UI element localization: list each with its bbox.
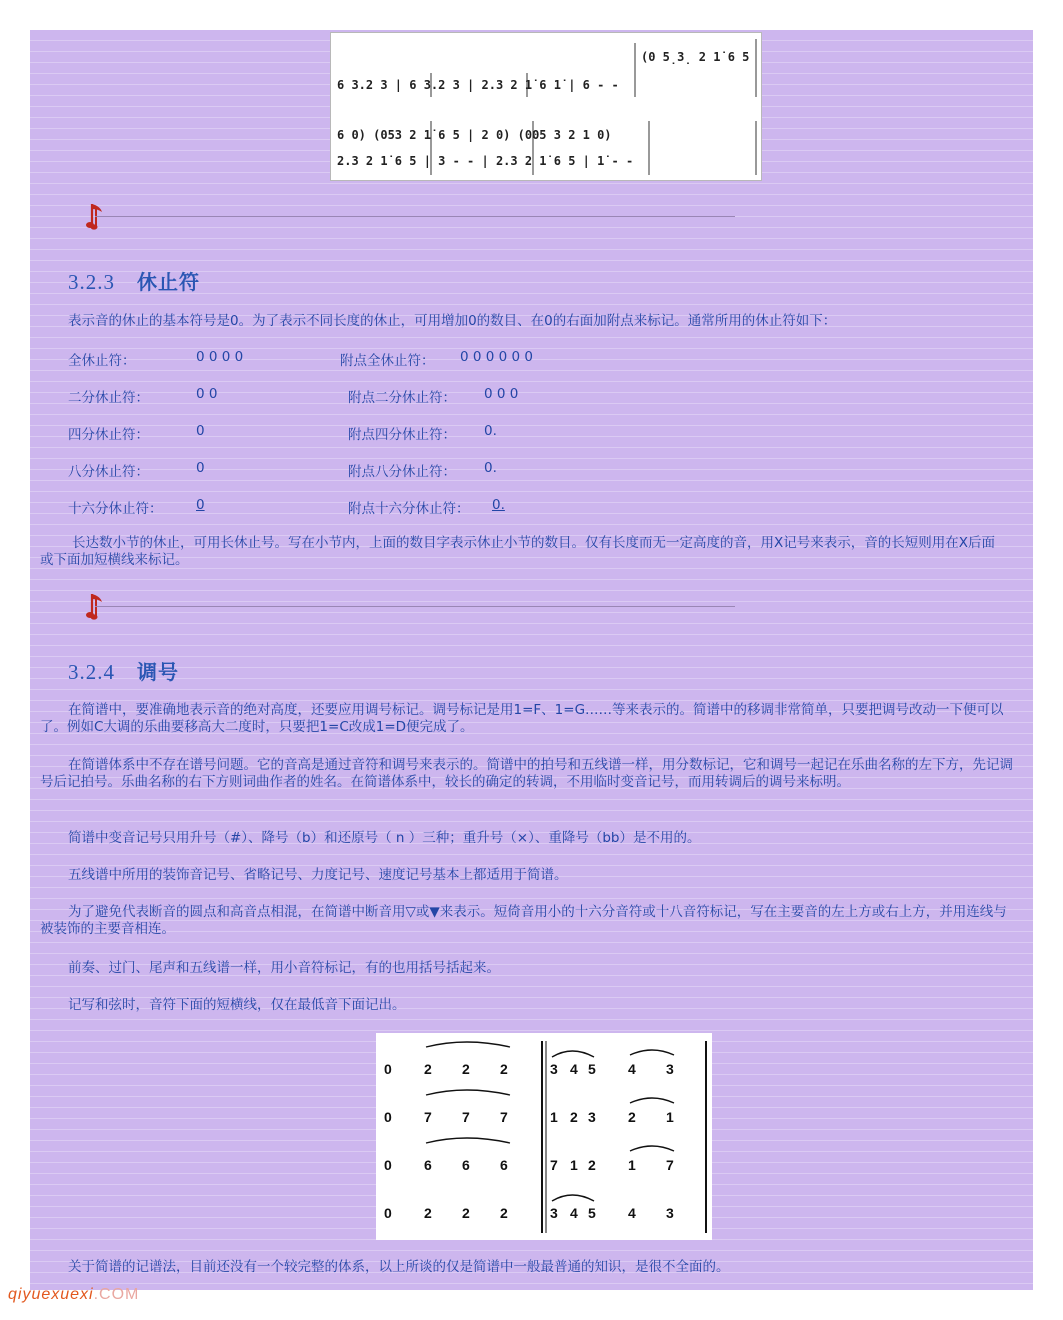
chord-note: 3	[550, 1205, 558, 1221]
key-paragraph-7: 记写和弦时，音符下面的短横线，仅在最低音下面记出。	[68, 997, 406, 1013]
rest-value: 0 0	[196, 386, 218, 402]
chord-rest: 0	[384, 1157, 392, 1173]
chord-row-2	[384, 1090, 674, 1125]
chord-note: 2	[500, 1205, 508, 1221]
dotted-rest-value: 0.	[484, 423, 497, 439]
rest-label: 全休止符：	[68, 353, 136, 369]
rest-row-sixteenth	[68, 497, 968, 517]
chord-note: 1	[570, 1157, 578, 1173]
chord-note: 5	[588, 1061, 596, 1077]
chord-note: 7	[500, 1109, 508, 1125]
chord-note: 2	[424, 1205, 432, 1221]
chord-note: 2	[424, 1061, 432, 1077]
long-rest-paragraph: 长达数小节的休止，可用长休止号。写在小节内，上面的数目字表示休止小节的数目。仅有长度而无一定高度的音，用X记号来表示，音的长短则用在X后面或下面加短横线来标记。	[40, 535, 995, 568]
chord-note: 1	[628, 1157, 636, 1173]
rest-row-half	[68, 386, 968, 406]
chord-note: 4	[628, 1061, 636, 1077]
section-heading-323	[68, 266, 200, 295]
chord-note: 2	[462, 1205, 470, 1221]
chord-note: 7	[424, 1109, 432, 1125]
key-paragraph-6: 前奏、过门、尾声和五线谱一样，用小音符标记，有的也用括号括起来。	[68, 960, 500, 976]
chord-row-4	[384, 1195, 674, 1221]
chord-note: 3	[588, 1109, 596, 1125]
watermark-brand-a: qiyuexue	[8, 1286, 81, 1303]
chord-note: 6	[462, 1157, 470, 1173]
chord-note: 4	[628, 1205, 636, 1221]
chord-note: 2	[628, 1109, 636, 1125]
rest-label: 十六分休止符：	[68, 501, 163, 517]
chord-note: 2	[570, 1109, 578, 1125]
score-image-top	[330, 32, 762, 181]
watermark-brand-b: xi	[80, 1286, 94, 1303]
dotted-rest-value: 0.	[492, 497, 505, 513]
key-paragraph-5: 为了避免代表断音的圆点和高音点相混，在简谱中断音用▽或▼来表示。短倚音用小的十六分音符或十八音符标记，写在主要音的左上方或右上方，并用连线与被装饰的主要音相连。	[40, 904, 1007, 937]
rest-row-quarter	[68, 423, 968, 443]
section-title: 休止符	[137, 270, 200, 294]
chord-note: 3	[666, 1205, 674, 1221]
chord-note: 2	[588, 1157, 596, 1173]
site-watermark	[8, 1286, 139, 1304]
section-number: 3.2.3	[68, 270, 115, 294]
chord-rest: 0	[384, 1061, 392, 1077]
dotted-rest-value: 0.	[484, 460, 497, 476]
chord-rest: 0	[384, 1205, 392, 1221]
dotted-rest-label: 附点四分休止符：	[348, 427, 456, 443]
dotted-rest-label: 附点八分休止符：	[348, 464, 456, 480]
section-title: 调号	[137, 660, 179, 684]
dotted-rest-label: 附点二分休止符：	[348, 390, 456, 406]
chord-note: 6	[500, 1157, 508, 1173]
dotted-rest-label: 附点十六分休止符：	[348, 501, 470, 517]
rest-value: 0	[196, 423, 205, 439]
rest-intro: 表示音的休止的基本符号是0。为了表示不同长度的休止，可用增加0的数目、在0的右面加附点来标记。通常所用的休止符如下：	[68, 313, 837, 329]
rest-label: 四分休止符：	[68, 427, 149, 443]
score-top-melody-2: 2.3 2 1̇ 6 5 | 3 - - | 2.3 2 1̇ 6 5 | 1̇ - -	[337, 154, 634, 168]
chord-note: 7	[666, 1157, 674, 1173]
key-paragraph-2: 在简谱体系中不存在谱号问题。它的音高是通过音符和调号来表示的。简谱中的拍号和五线谱一样，用分数标记，它和调号一起记在乐曲名称的左下方，先记调号后记拍号。乐曲名称的右下方则词曲作者的姓名。在简谱体系中，较长的确定的转调，不用临时变音记号，而用转调后的调号来标明。	[40, 757, 1013, 790]
chord-note: 1	[666, 1109, 674, 1125]
chord-rest: 0	[384, 1109, 392, 1125]
rest-label: 二分休止符：	[68, 390, 149, 406]
watermark-brand-c: .COM	[93, 1286, 140, 1303]
score-top-line2	[337, 128, 633, 168]
dotted-rest-label: 附点全休止符：	[340, 353, 435, 369]
rest-value: 0	[196, 497, 205, 513]
section-divider	[95, 216, 735, 217]
chord-note: 2	[500, 1061, 508, 1077]
score-top-pickup: (0 5̣3̣ 2 1̇ 6 5	[641, 50, 750, 64]
chord-note: 5	[588, 1205, 596, 1221]
score-image-chords	[376, 1033, 712, 1240]
chord-note: 3	[550, 1061, 558, 1077]
key-paragraph-4: 五线谱中所用的装饰音记号、省略记号、力度记号、速度记号基本上都适用于简谱。	[68, 867, 568, 883]
rest-value: 0	[196, 460, 205, 476]
section-divider	[95, 606, 735, 607]
section-number: 3.2.4	[68, 660, 115, 684]
score-top-line1	[337, 50, 749, 92]
chord-note: 4	[570, 1205, 578, 1221]
chord-row-3	[384, 1138, 674, 1173]
chord-note: 7	[550, 1157, 558, 1173]
chord-note: 1	[550, 1109, 558, 1125]
chord-note: 6	[424, 1157, 432, 1173]
key-paragraph-3: 简谱中变音记号只用升号（#）、降号（b）和还原号（ n ）三种；重升号（×）、重降号（bb）是不用的。	[68, 830, 701, 846]
dotted-rest-value: 0 0 0 0 0 0	[460, 349, 533, 365]
score-top-melody-1: 6 3.2 3 | 6 3.2 3 | 2.3 2 1̇ 6 1̇ | 6 - -	[337, 78, 619, 92]
rest-value: 0 0 0 0	[196, 349, 244, 365]
chord-row-1	[384, 1042, 674, 1077]
section-heading-324	[68, 656, 179, 685]
chord-note: 4	[570, 1061, 578, 1077]
score-top-bracket-line: 6 0) (053 2 1̇ 6 5 | 2 0) (005 3 2 1 0)	[337, 128, 612, 142]
closing-paragraph: 关于简谱的记谱法，目前还没有一个较完整的体系，以上所谈的仅是简谱中一般最普通的知识，是很不全面的。	[68, 1259, 730, 1275]
rest-row-whole	[68, 349, 968, 369]
rest-label: 八分休止符：	[68, 464, 149, 480]
key-paragraph-1: 在简谱中，要准确地表示音的绝对高度，还要应用调号标记。调号标记是用1=F、1=G……等来表示的。简谱中的移调非常简单，只要把调号改动一下便可以了。例如C大调的乐曲要移高大二度时，只要把1=C改成1=D便完成了。	[40, 702, 1004, 735]
rest-row-eighth	[68, 460, 968, 480]
chord-note: 2	[462, 1061, 470, 1077]
chord-note: 7	[462, 1109, 470, 1125]
chord-note: 3	[666, 1061, 674, 1077]
dotted-rest-value: 0 0 0	[484, 386, 519, 402]
